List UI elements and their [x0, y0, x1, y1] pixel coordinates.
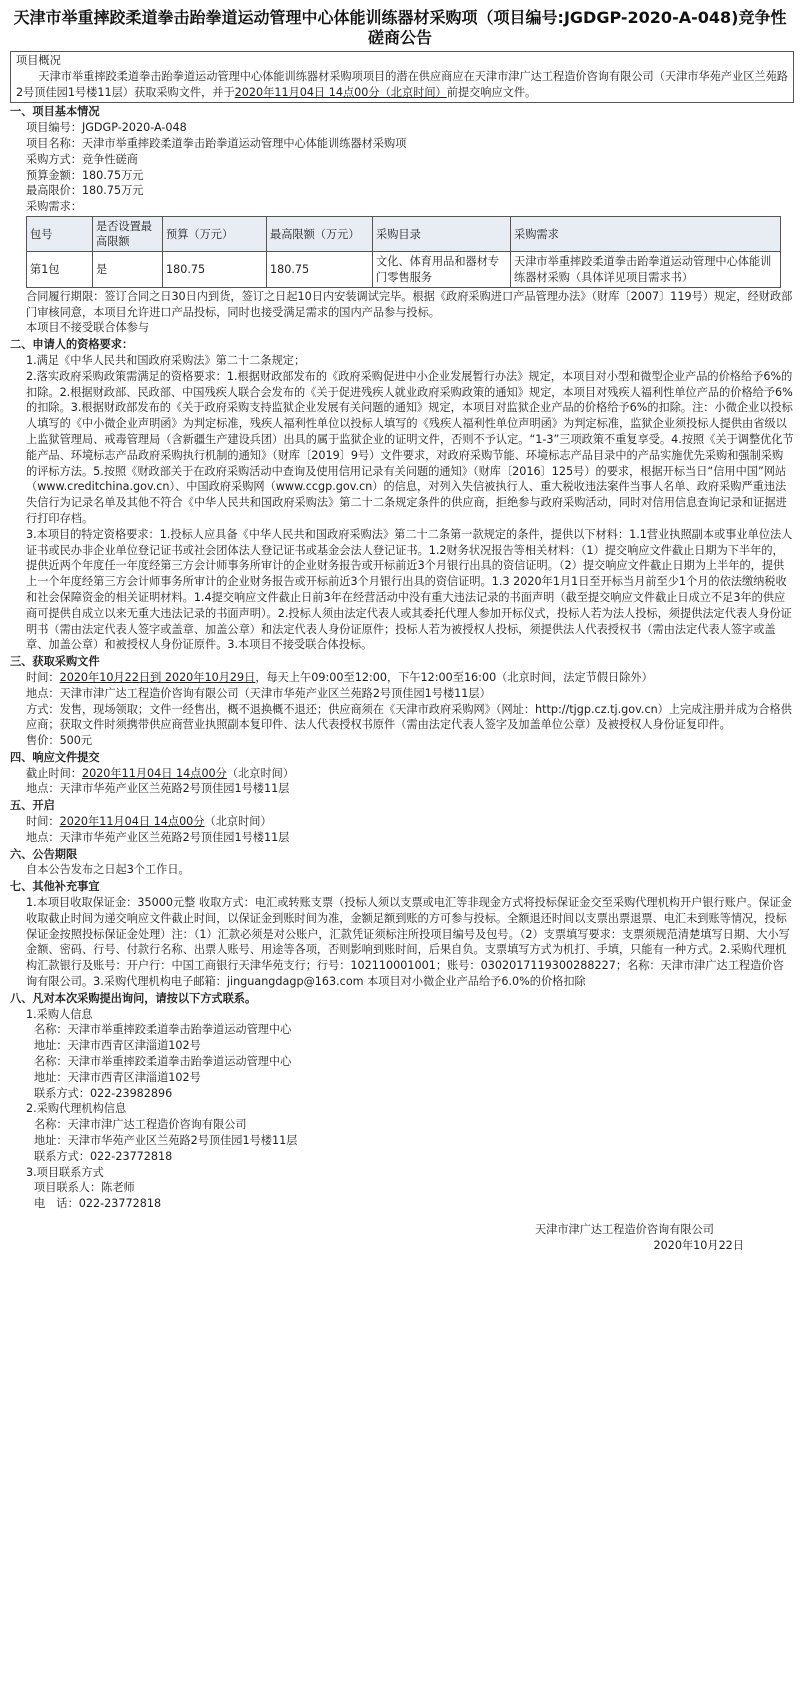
section-heading: 二、申请人的资格要求：: [10, 338, 134, 352]
column-header: 是否设置最高限额: [93, 216, 163, 251]
agency-name: 名称：天津市津广达工程造价咨询有限公司: [34, 1118, 247, 1132]
project-contact-phone: 电 话：022-23772818: [34, 1197, 162, 1211]
overview-heading: 项目概况: [16, 54, 61, 67]
section-notice-period: [10, 847, 794, 879]
section-heading: 一、项目基本情况: [10, 105, 100, 119]
submission-place: 地点：天津市华苑产业区兰苑路2号顶佳园1号楼11层: [26, 782, 290, 796]
agency-phone: 联系方式：022-23772818: [34, 1149, 173, 1163]
obtain-time-range: 2020年10月22日到 2020年10月29日: [59, 670, 256, 684]
obtain-time-label: 时间：: [26, 670, 60, 684]
column-header: 采购目录: [373, 216, 511, 251]
purchaser-phone: 联系方式：022-23982896: [34, 1086, 173, 1100]
opening-time-label: 时间：: [26, 815, 60, 829]
table-cell: 180.75: [267, 252, 373, 287]
requirement-3: 3.本项目的特定资格要求：1.投标人应具备《中华人民共和国政府采购法》第二十二条第一款规定的条件，提供以下材料：1.1营业执照副本或事业单位法人证书或民办非企业单位登记证书或社会团体法人登记证书或基金会法人登记证书。1.2财务状况报告等相关材料：（1）提交响应文件截止日期为下半年的，提供近两个年度任一年度经第三方会计师事务所审计的企业财务报告或开标前近3个月银行出具的资信证明。（2）提交响应文件截止日期为上半年的，提供上一个年度经第三方会计师事务所审计的企业财务报告或开标前近3个月银行出具的资信证明。1.3 2020年1月1日至开标当月前至少1个月的依法缴纳税收和社会保障资金的相关证明材料。1.4提交响应文件截止日前3年在经营活动中没有重大违法记录的书面声明（截至提交响应文件截止日成立不足3年的供应商可提供自成立以来无重大违法记录的书面声明）。2.投标人须由法定代表人或其委托代理人参加开标仪式，投标人若为法人投标，须提供法定代表人身份证明书（需由法定代表人签字或盖章、加盖公章）和法定代表人身份证原件；投标人若为被授权人投标，须提供法人代表授权书（需由法定代表人签字或盖章、加盖公章）和被授权人身份证原件。3.本项目不接受联合体投标。: [26, 527, 793, 652]
section-submission: [10, 750, 794, 797]
obtain-time: [10, 670, 794, 686]
opening-time-tz: （北京时间）: [204, 815, 272, 829]
requirement-2: 2.落实政府采购政策需满足的资格要求：1.根据财政部发布的《政府采购促进中小企业发展暂行办法》规定，本项目对小型和微型企业产品的价格给予6%的扣除。2.根据财政部、民政部、中国残疾人联合会发布的《关于促进残疾人就业政府采购政策的通知》规定，本项目对残疾人福利性单位产品的价格给予6%的扣除。3.根据财政部发布的《关于政府采购支持监狱企业发展有关问题的通知》规定，本项目对监狱企业产品的价格给予6%的扣除。注：小微企业以投标人填写的《中小微企业声明函》为判定标准，残疾人福利性单位以投标人填写的《残疾人福利性单位声明函》为判定标准，监狱企业须投标人提供由省级以上监狱管理局、戒毒管理局（含新疆生产建设兵团）出具的属于监狱企业的证明文件，否则不予认定。“1-3”三项政策不重复享受。4.按照《关于调整优化节能产品、环境标志产品政府采购执行机制的通知》（财库〔2019〕9号）文件要求，对政府采购节能、环境标志产品目录中的产品实施优先采购和强制采购的评标方法。5.按照《财政部关于在政府采购活动中查询及使用信用记录有关问题的通知》（财库〔2016〕125号）的要求，根据开标当日“信用中国”网站（www.creditchina.gov.cn）、中国政府采购网（www.ccgp.gov.cn）的信息，对列入失信被执行人、重大税收违法案件当事人名单、政府采购严重违法失信行为记录名单及其他不符合《中华人民共和国政府采购法》第二十二条规定条件的供应商，拒绝参与政府采购活动，同时对信用信息查询记录和证据进行打印存档。: [26, 369, 794, 525]
column-header: 最高限额（万元）: [267, 216, 373, 251]
announcement-page: [0, 8, 800, 1701]
purchaser-name: 名称：天津市举重摔跤柔道拳击跆拳道运动管理中心: [34, 1023, 292, 1037]
project-contact-person: 项目联系人：陈老师: [34, 1181, 135, 1195]
requirement-1: 1.满足《中华人民共和国政府采购法》第二十二条规定；: [26, 353, 306, 367]
obtain-method: 方式：发售，现场领取；文件一经售出，概不退换概不退还；供应商须在《天津市政府采购网》（网址：http://tjgp.cz.tj.gov.cn）上完成注册并成为合格供应商；获取文件时须携带供应商营业执照副本复印件、法人代表授权书原件（需由法定代表人签字及加盖单位公章）及被授权人身份证复印件。: [26, 702, 792, 732]
other-matters-text: 1.本项目收取保证金：35000元整 收取方式：电汇或转账支票（投标人须以支票或电汇等非现金方式将投标保证金交至采购代理机构开户银行账户。保证金收取截止时间为递交响应文件截止时间，以保证金到账时间为准，金额足额到账的方可参与投标。全额退还时间以支票出票退票、电汇未到账等情况，投标保证金按照投标保证金处理）注：（1）汇款必须是对公账户，汇款凭证须标注所投项目编号及包号。（2）支票填写要求：支票须规范清楚填写日期、大小写金额、密码、行号、付款行名称、出票人账号、用途等各项，否则影响到账时间，后果自负。支票填写方式为机打、手填，只能有一种方式。2.采购代理机构汇款银行及账号：开户行：中国工商银行天津华苑支行；行号：102110001001；账号：0302017119300288227；名称：天津市津广达工程造价咨询有限公司。3.采购代理机构电子邮箱：jinguangdagp@163.com 本项目对小微企业产品给予6.0%的价格扣除: [26, 896, 792, 989]
opening-time-value: 2020年11月04日 14点00分: [59, 815, 205, 829]
column-header: 包号: [27, 216, 93, 251]
obtain-time-hours: ，每天上午09:00至12:00，下午12:00至16:00（北京时间，法定节假日除外）: [255, 670, 653, 684]
purchaser-address-2: 地址：天津市西青区津淄道102号: [34, 1070, 201, 1084]
table-cell: 文化、体育用品和器材专门零售服务: [373, 252, 511, 287]
max-price: 最高限价：180.75万元: [26, 184, 144, 198]
project-overview-box: [10, 51, 794, 103]
opening-time: [10, 814, 794, 830]
table-cell: 180.75: [163, 252, 267, 287]
contract-period: 合同履行期限：签订合同之日30日内到货，签订之日起10日内安装调试完毕。根据《政府采购进口产品管理办法》（财库〔2007〕119号）规定，经财政部门审核同意，本项目允许进口产品投标，同时也接受满足需求的国内产品参与投标。: [26, 289, 793, 319]
overview-deadline: 2020年11月04日 14点00分（北京时间）: [234, 85, 447, 99]
table-cell: 是: [93, 252, 163, 287]
section-obtain-documents: [10, 654, 794, 749]
obtain-place: 地点：天津市津广达工程造价咨询有限公司（天津市华苑产业区兰苑路2号顶佳园1号楼11层）: [26, 686, 491, 700]
section-qualifications: [10, 337, 794, 653]
column-header: 采购需求: [511, 216, 781, 251]
needs-label: 采购需求：: [26, 200, 82, 214]
overview-text-b: 前提交响应文件。: [446, 85, 537, 99]
overview-text: [16, 69, 788, 101]
section-opening: [10, 798, 794, 845]
purchaser-address: 地址：天津市西青区津淄道102号: [34, 1039, 201, 1053]
section-other-matters: [10, 879, 794, 990]
section-basic-info: [10, 104, 794, 336]
procurement-method: 采购方式：竞争性磋商: [26, 152, 138, 166]
project-name: 项目名称：天津市举重摔跤柔道拳击跆拳道运动管理中心体能训练器材采购项: [26, 136, 407, 150]
purchaser-name-2: 名称：天津市举重摔跤柔道拳击跆拳道运动管理中心: [34, 1055, 292, 1069]
overview-text-a: 天津市举重摔跤柔道拳击跆拳道运动管理中心体能训练器材采购项项目的潜在供应商应在天津市津广达工程造价咨询有限公司（天津市华苑产业区兰苑路2号顶佳园1号楼11层）获取采购文件，并于: [16, 69, 788, 99]
no-consortium-note: 本项目不接受联合体参与: [26, 321, 150, 335]
section-heading: 八、凡对本次采购提出询问，请按以下方式联系。: [10, 991, 257, 1005]
table-cell: 天津市举重摔跤柔道拳击跆拳道运动管理中心体能训练器材采购（具体详见项目需求书）: [511, 252, 781, 287]
section-heading: 四、响应文件提交: [10, 750, 100, 764]
budget-amount: 预算金额：180.75万元: [26, 168, 144, 182]
section-heading: 五、开启: [10, 799, 55, 813]
page-title: 天津市举重摔跤柔道拳击跆拳道运动管理中心体能训练器材采购项（项目编号:JGDGP-2020-A-048)竞争性磋商公告: [13, 8, 787, 47]
table-header-row: [27, 216, 781, 251]
table-row: [27, 252, 781, 287]
section-heading: 七、其他补充事宜: [10, 880, 100, 894]
section-heading: 三、获取采购文件: [10, 655, 100, 669]
document-price: 售价：500元: [26, 734, 93, 748]
project-number: 项目编号：JGDGP-2020-A-048: [26, 121, 187, 135]
submission-deadline: [10, 766, 794, 782]
table-cell: 第1包: [27, 252, 93, 287]
agency-info-title: 2.采购代理机构信息: [26, 1102, 127, 1116]
signature-date: 2020年10月22日: [653, 1238, 744, 1252]
signature-organization: 天津市津广达工程造价咨询有限公司: [534, 1223, 714, 1236]
column-header: 预算（万元）: [163, 216, 267, 251]
package-table: [26, 216, 781, 288]
project-contact-title: 3.项目联系方式: [26, 1165, 104, 1179]
opening-place: 地点：天津市华苑产业区兰苑路2号顶佳园1号楼11层: [26, 830, 290, 844]
section-heading: 六、公告期限: [10, 847, 78, 861]
notice-period-text: 自本公告发布之日起3个工作日。: [26, 863, 190, 877]
deadline-value: 2020年11月04日 14点00分: [81, 766, 227, 780]
deadline-label: 截止时间：: [26, 766, 82, 780]
agency-address: 地址：天津市华苑产业区兰苑路2号顶佳园1号楼11层: [34, 1134, 298, 1148]
purchaser-info-title: 1.采购人信息: [26, 1007, 93, 1021]
section-contacts: [10, 991, 794, 1212]
deadline-tz: （北京时间）: [226, 766, 295, 780]
